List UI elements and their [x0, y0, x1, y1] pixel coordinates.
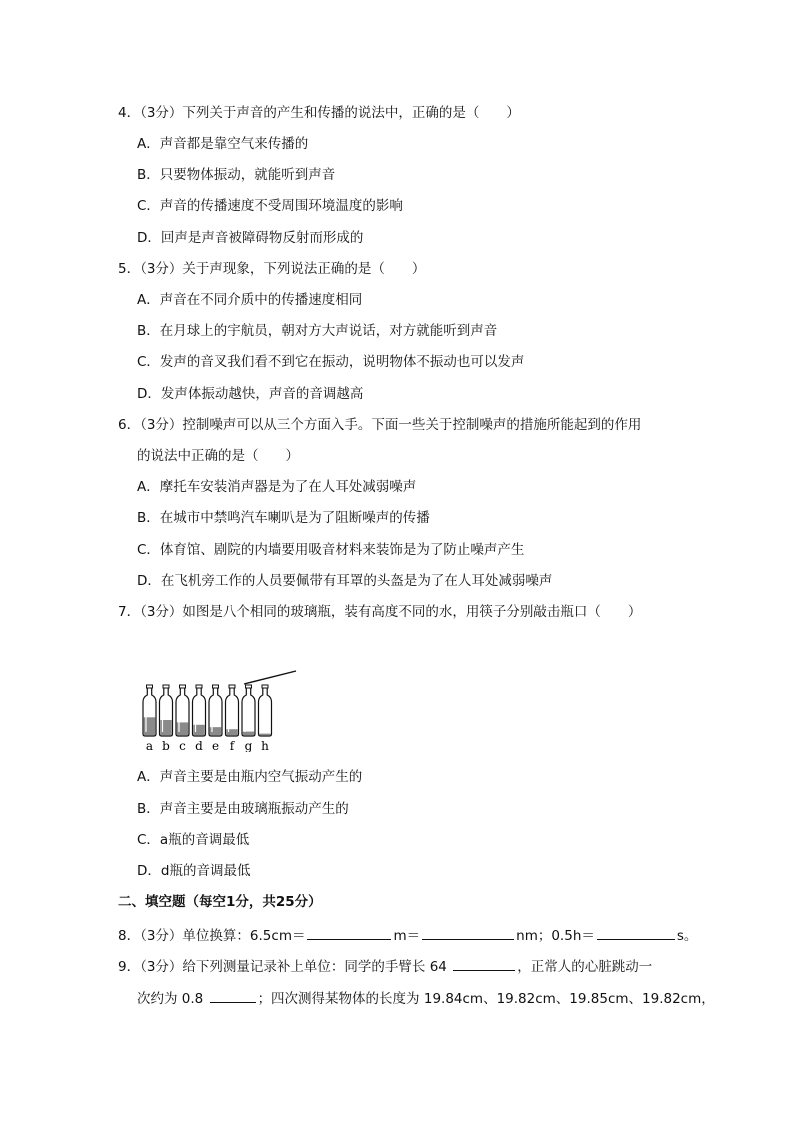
q8-unit-nm: nm；0.5h＝ — [516, 928, 595, 944]
q7-option-d: D．d瓶的音调最低 — [137, 863, 251, 879]
q6-option-b: B．在城市中禁鸣汽车喇叭是为了阻断噪声的传播 — [137, 510, 430, 526]
bottle-e — [209, 685, 222, 736]
q6-stem: 6．（3分）控制噪声可以从三个方面入手。下面一些关于控制噪声的措施所能起到的作用 — [118, 417, 642, 433]
q9-mid: ，正常人的心脏跳动一 — [517, 959, 653, 975]
bottle-label-b: b — [162, 739, 170, 752]
bottle-c — [176, 685, 189, 736]
bottle-label-f: f — [229, 739, 235, 752]
q9-line2-suffix: ；四次测得某物体的长度为 19.84cm、19.82cm、19.85cm、19.82cm， — [257, 991, 715, 1007]
q7-stem: 7．（3分）如图是八个相同的玻璃瓶，装有高度不同的水，用筷子分别敲击瓶口（ ） — [118, 604, 642, 620]
q4-option-b: B．只要物体振动，就能听到声音 — [137, 167, 336, 183]
bottles-figure — [138, 664, 308, 752]
q9-prefix: 9．（3分）给下列测量记录补上单位：同学的手臂长 64 — [118, 959, 447, 975]
q9-line2 — [137, 988, 715, 1008]
bottle-label-a: a — [145, 739, 154, 752]
bottle-f — [226, 685, 239, 736]
q9-blank-heart[interactable] — [210, 988, 256, 1003]
q8-blank-nm[interactable] — [422, 925, 514, 940]
q8-line — [118, 925, 697, 945]
q4-stem: 4．（3分）下列关于声音的产生和传播的说法中，正确的是（ ） — [118, 105, 520, 121]
section-title: 二、填空题（每空1分，共25分） — [118, 894, 322, 910]
bottle-h — [259, 685, 272, 736]
bottle-a — [143, 685, 156, 736]
q4-option-c: C．声音的传播速度不受周围环境温度的影响 — [137, 198, 403, 214]
bottle-label-h: h — [261, 739, 269, 752]
q7-option-c: C．a瓶的音调最低 — [137, 832, 250, 848]
q8-prefix: 8．（3分）单位换算：6.5cm＝ — [118, 928, 306, 944]
q6-stem-continued: 的说法中正确的是（ ） — [137, 448, 299, 464]
bottle-label-e: e — [211, 739, 220, 752]
q9-line2-prefix: 次约为 0.8 — [137, 991, 204, 1007]
q5-option-d: D．发声体振动越快，声音的音调越高 — [137, 386, 364, 402]
q9-blank-arm[interactable] — [453, 956, 515, 971]
bottle-label-c: c — [179, 739, 186, 752]
q5-option-b: B．在月球上的宇航员，朝对方大声说话，对方就能听到声音 — [137, 323, 498, 339]
q4-option-a: A．声音都是靠空气来传播的 — [137, 136, 309, 152]
q6-option-d: D．在飞机旁工作的人员要佩带有耳罩的头盔是为了在人耳处减弱噪声 — [137, 573, 553, 589]
q8-unit-m: m＝ — [393, 928, 421, 944]
bottle-label-d: d — [195, 739, 203, 752]
water-g — [243, 732, 254, 736]
q5-stem: 5．（3分）关于声现象，下列说法正确的是（ ） — [118, 261, 426, 277]
q8-unit-s: s。 — [676, 928, 698, 944]
chopstick — [244, 671, 296, 684]
water-h — [259, 734, 270, 736]
bottle-d — [193, 685, 206, 736]
bottle-label-g: g — [244, 739, 253, 752]
q7-option-b: B．声音主要是由玻璃瓶振动产生的 — [137, 801, 349, 817]
q6-option-c: C．体育馆、剧院的内墙要用吸音材料来装饰是为了防止噪声产生 — [137, 542, 525, 558]
q9-line1 — [118, 956, 652, 976]
q4-option-d: D．回声是声音被障碍物反射而形成的 — [137, 230, 364, 246]
bottle-b — [160, 685, 173, 736]
q8-blank-m[interactable] — [307, 925, 391, 940]
q5-option-a: A．声音在不同介质中的传播速度相同 — [137, 292, 363, 308]
q8-blank-s[interactable] — [597, 925, 675, 940]
q5-option-c: C．发声的音叉我们看不到它在振动，说明物体不振动也可以发声 — [137, 354, 525, 370]
q6-option-a: A．摩托车安装消声器是为了在人耳处减弱噪声 — [137, 479, 417, 495]
q7-option-a: A．声音主要是由瓶内空气振动产生的 — [137, 769, 363, 785]
bottle-g — [242, 685, 255, 736]
